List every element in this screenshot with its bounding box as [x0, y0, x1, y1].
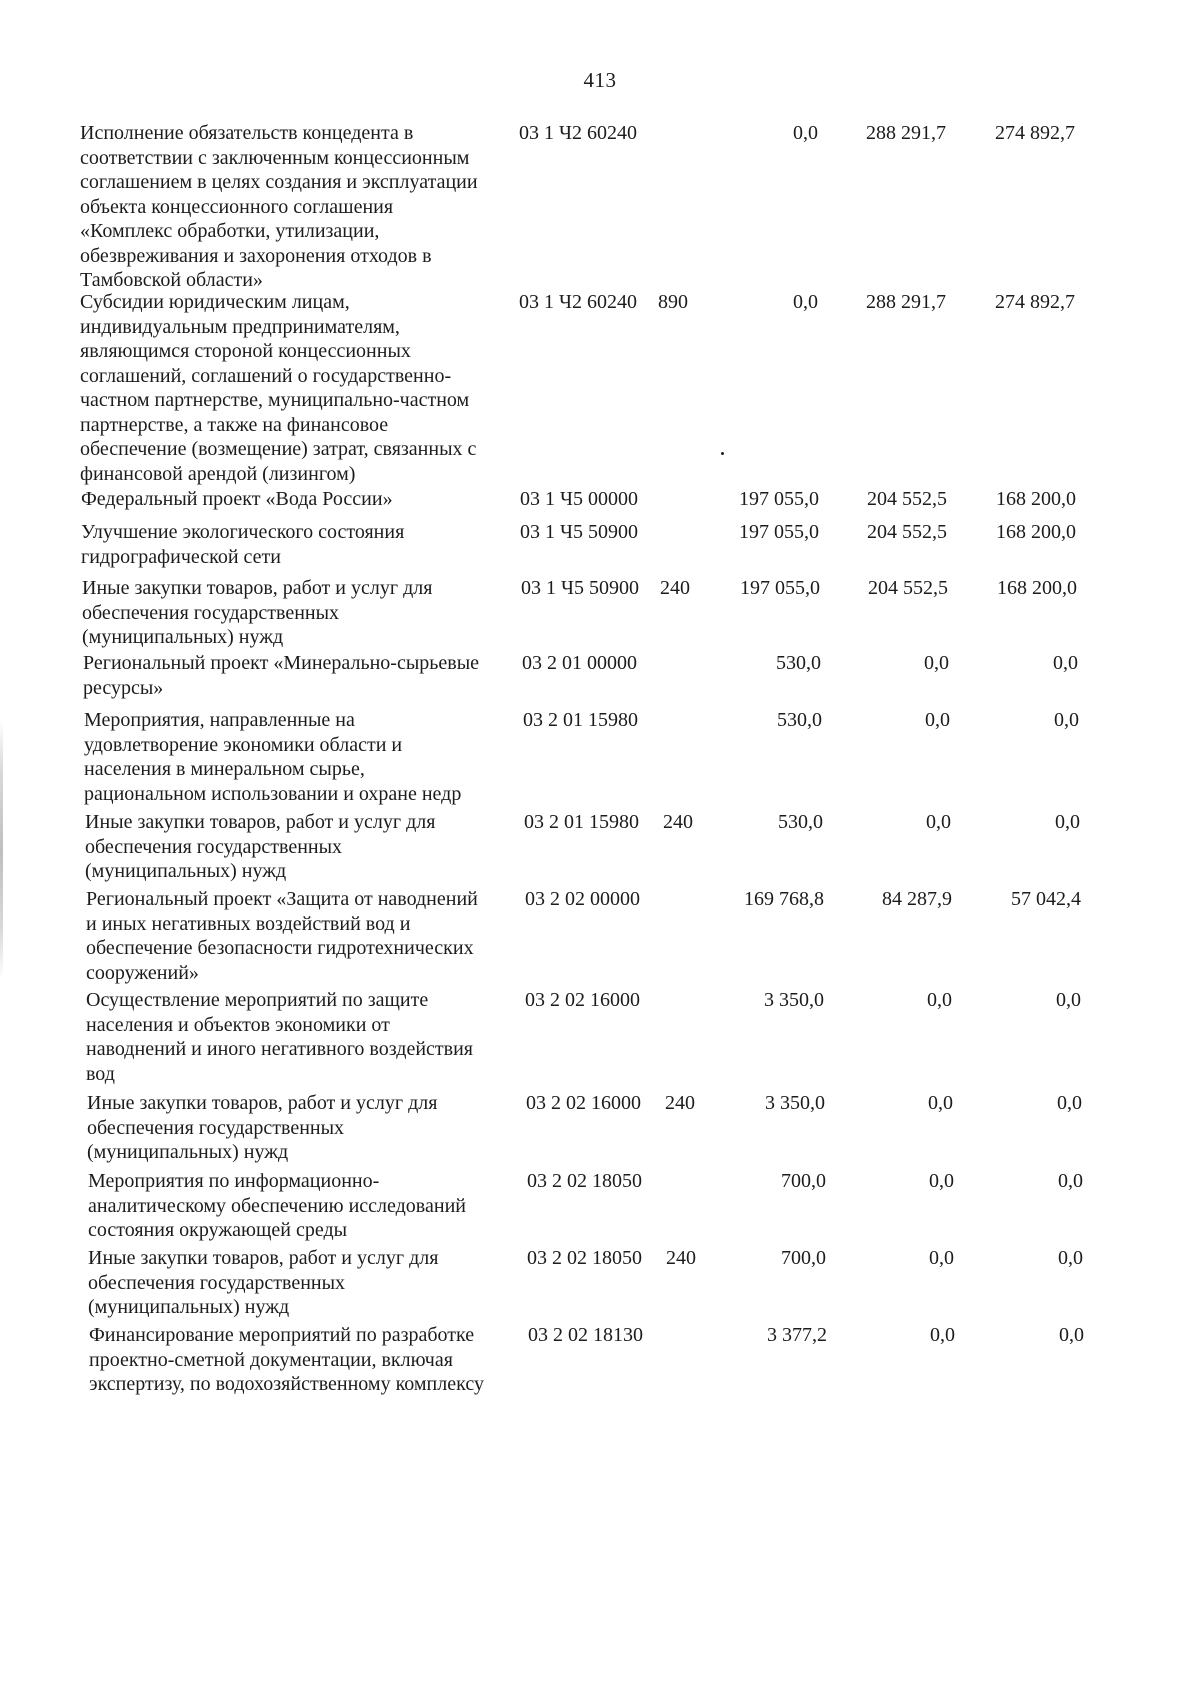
- row-value-year1: 197 055,0: [740, 577, 820, 599]
- row-value-year2: 0,0: [924, 652, 949, 674]
- row-value-year3: 168 200,0: [996, 488, 1076, 510]
- row-code: 03 2 02 18130: [528, 1324, 643, 1346]
- row-name: [83, 651, 553, 700]
- row-value-year1: 530,0: [778, 811, 823, 833]
- row-name-line: аналитическому обеспечению исследований: [88, 1194, 466, 1217]
- row-name-line: рациональном использовании и охране недр: [84, 782, 462, 805]
- row-name-line: Мероприятия, направленные на: [84, 709, 355, 731]
- row-value-year1: 0,0: [793, 291, 818, 313]
- row-name: [88, 1246, 558, 1320]
- row-value-year3: 168 200,0: [997, 577, 1077, 599]
- row-name-line: экспертизу, по водохозяйственному комплексу: [89, 1373, 484, 1395]
- row-name-line: индивидуальным предпринимателям,: [80, 315, 400, 338]
- row-code: 03 2 02 18050: [527, 1170, 642, 1192]
- scan-speck: [721, 452, 724, 455]
- row-value-year1: 3 350,0: [765, 1092, 825, 1114]
- row-name: [80, 121, 550, 293]
- row-value-year1: 3 350,0: [764, 989, 824, 1011]
- row-name-line: Мероприятия по информационно-: [88, 1170, 380, 1192]
- row-name-line: Региональный проект «Защита от наводнений: [86, 888, 478, 910]
- row-value-year3: 274 892,7: [995, 291, 1075, 313]
- row-code: 03 1 Ч5 00000: [520, 488, 638, 510]
- row-name-line: соглашением в целях создания и эксплуатации: [80, 171, 478, 193]
- row-value-year3: 0,0: [1059, 1324, 1084, 1346]
- row-expense-type: 240: [660, 577, 690, 599]
- row-name-line: Федеральный проект «Вода России»: [81, 488, 393, 510]
- row-name-line: (муниципальных) нужд: [87, 1141, 289, 1163]
- row-name: [88, 1169, 558, 1243]
- row-name-line: обеспечение безопасности гидротехнических: [86, 937, 474, 959]
- row-name: [87, 1091, 557, 1165]
- row-name: [84, 708, 554, 806]
- row-code: 03 1 Ч2 60240: [519, 122, 637, 144]
- row-value-year2: 0,0: [928, 1092, 953, 1114]
- row-value-year3: 274 892,7: [995, 122, 1075, 144]
- row-name-line: гидрографической сети: [81, 545, 281, 568]
- row-name-line: (муниципальных) нужд: [88, 1296, 290, 1318]
- page-number: 413: [583, 68, 617, 92]
- row-name-line: Улучшение экологического состояния: [81, 521, 405, 543]
- row-name: [86, 887, 556, 985]
- row-name-line: проектно-сметной документации, включая: [89, 1348, 453, 1371]
- row-value-year1: 700,0: [781, 1170, 826, 1192]
- row-code: 03 2 01 00000: [522, 652, 637, 674]
- row-code: 03 2 02 16000: [525, 989, 640, 1011]
- row-name-line: (муниципальных) нужд: [82, 626, 284, 648]
- row-code: 03 2 02 18050: [527, 1247, 642, 1269]
- row-name-line: и иных негативных воздействий вод и: [86, 912, 411, 935]
- row-name-line: состояния окружающей среды: [88, 1219, 348, 1241]
- row-name-line: вод: [86, 1062, 115, 1085]
- row-name-line: (муниципальных) нужд: [85, 860, 287, 882]
- row-name: [80, 290, 550, 486]
- row-name: [81, 487, 551, 512]
- row-name-line: Иные закупки товаров, работ и услуг для: [88, 1247, 439, 1269]
- row-value-year3: 57 042,4: [1011, 888, 1081, 910]
- row-value-year1: 169 768,8: [744, 888, 824, 910]
- row-value-year2: 0,0: [929, 1247, 954, 1269]
- row-name-line: населения в минеральном сырье,: [84, 758, 365, 780]
- row-value-year1: 197 055,0: [739, 488, 819, 510]
- row-name-line: Субсидии юридическим лицам,: [80, 291, 350, 313]
- row-name-line: соглашений, соглашений о государственно-: [80, 364, 452, 387]
- row-name-line: партнерстве, а также на финансовое: [80, 413, 389, 436]
- row-name-line: обезвреживания и захоронения отходов в: [80, 244, 432, 267]
- row-expense-type: 240: [666, 1247, 696, 1269]
- row-name-line: Иные закупки товаров, работ и услуг для: [87, 1092, 438, 1114]
- row-value-year2: 288 291,7: [866, 291, 946, 313]
- row-name-line: обеспечения государственных: [85, 835, 343, 858]
- row-value-year3: 0,0: [1055, 811, 1080, 833]
- row-name-line: соответствии с заключенным концессионным: [80, 146, 470, 169]
- row-name-line: наводнений и иного негативного воздействия: [86, 1038, 473, 1060]
- row-name-line: Региональный проект «Минерально-сырьевые: [83, 652, 480, 674]
- row-value-year1: 197 055,0: [739, 521, 819, 543]
- row-code: 03 1 Ч2 60240: [519, 291, 637, 313]
- row-value-year2: 84 287,9: [882, 888, 952, 910]
- row-value-year3: 0,0: [1053, 652, 1078, 674]
- row-value-year2: 0,0: [930, 1324, 955, 1346]
- row-name-line: обеспечения государственных: [88, 1271, 346, 1294]
- row-value-year2: 0,0: [929, 1170, 954, 1192]
- row-name-line: обеспечение (возмещение) затрат, связанных с: [80, 438, 477, 460]
- row-name-line: удовлетворение экономики области и: [84, 733, 403, 756]
- row-value-year2: 204 552,5: [867, 488, 947, 510]
- row-name: [82, 576, 552, 650]
- row-name-line: Иные закупки товаров, работ и услуг для: [85, 811, 436, 833]
- row-code: 03 2 02 16000: [526, 1092, 641, 1114]
- row-value-year2: 204 552,5: [867, 521, 947, 543]
- row-code: 03 2 01 15980: [523, 709, 638, 731]
- row-value-year3: 0,0: [1058, 1170, 1083, 1192]
- row-name-line: Исполнение обязательств концедента в: [80, 122, 414, 144]
- row-name-line: Тамбовской области»: [80, 269, 263, 291]
- row-code: 03 1 Ч5 50900: [521, 577, 639, 599]
- row-name-line: являющимся стороной концессионных: [80, 340, 411, 362]
- row-value-year2: 0,0: [926, 811, 951, 833]
- row-code: 03 1 Ч5 50900: [520, 521, 638, 543]
- row-value-year1: 3 377,2: [767, 1324, 827, 1346]
- row-name-line: обеспечения государственных: [82, 601, 340, 624]
- row-name-line: финансовой арендой (лизингом): [80, 462, 356, 485]
- row-value-year3: 168 200,0: [996, 521, 1076, 543]
- row-name-line: ресурсы»: [83, 676, 164, 699]
- row-value-year3: 0,0: [1056, 989, 1081, 1011]
- row-value-year2: 0,0: [925, 709, 950, 731]
- row-name-line: сооружений»: [86, 961, 199, 984]
- row-value-year2: 0,0: [927, 989, 952, 1011]
- row-name: [85, 810, 555, 884]
- row-name-line: Иные закупки товаров, работ и услуг для: [82, 577, 433, 599]
- row-expense-type: 890: [658, 291, 688, 313]
- row-expense-type: 240: [663, 811, 693, 833]
- row-name-line: обеспечения государственных: [87, 1116, 345, 1139]
- row-value-year1: 530,0: [777, 709, 822, 731]
- row-name: [86, 988, 556, 1086]
- row-code: 03 2 02 00000: [525, 888, 640, 910]
- row-name-line: населения и объектов экономики от: [86, 1013, 390, 1036]
- row-value-year1: 0,0: [793, 122, 818, 144]
- row-value-year2: 204 552,5: [868, 577, 948, 599]
- row-value-year2: 288 291,7: [866, 122, 946, 144]
- row-value-year1: 700,0: [781, 1247, 826, 1269]
- row-name-line: «Комплекс обработки, утилизации,: [80, 220, 380, 242]
- row-name-line: объекта концессионного соглашения: [80, 195, 394, 218]
- row-value-year3: 0,0: [1054, 709, 1079, 731]
- row-name-line: Осуществление мероприятий по защите: [86, 989, 429, 1011]
- row-value-year3: 0,0: [1057, 1092, 1082, 1114]
- row-name: [89, 1323, 559, 1397]
- row-expense-type: 240: [665, 1092, 695, 1114]
- row-name: [81, 520, 551, 569]
- scan-edge-shadow: [0, 720, 3, 980]
- row-value-year1: 530,0: [776, 652, 821, 674]
- row-value-year3: 0,0: [1058, 1247, 1083, 1269]
- row-code: 03 2 01 15980: [524, 811, 639, 833]
- row-name-line: Финансирование мероприятий по разработке: [89, 1324, 475, 1346]
- row-name-line: частном партнерстве, муниципально-частном: [80, 389, 470, 411]
